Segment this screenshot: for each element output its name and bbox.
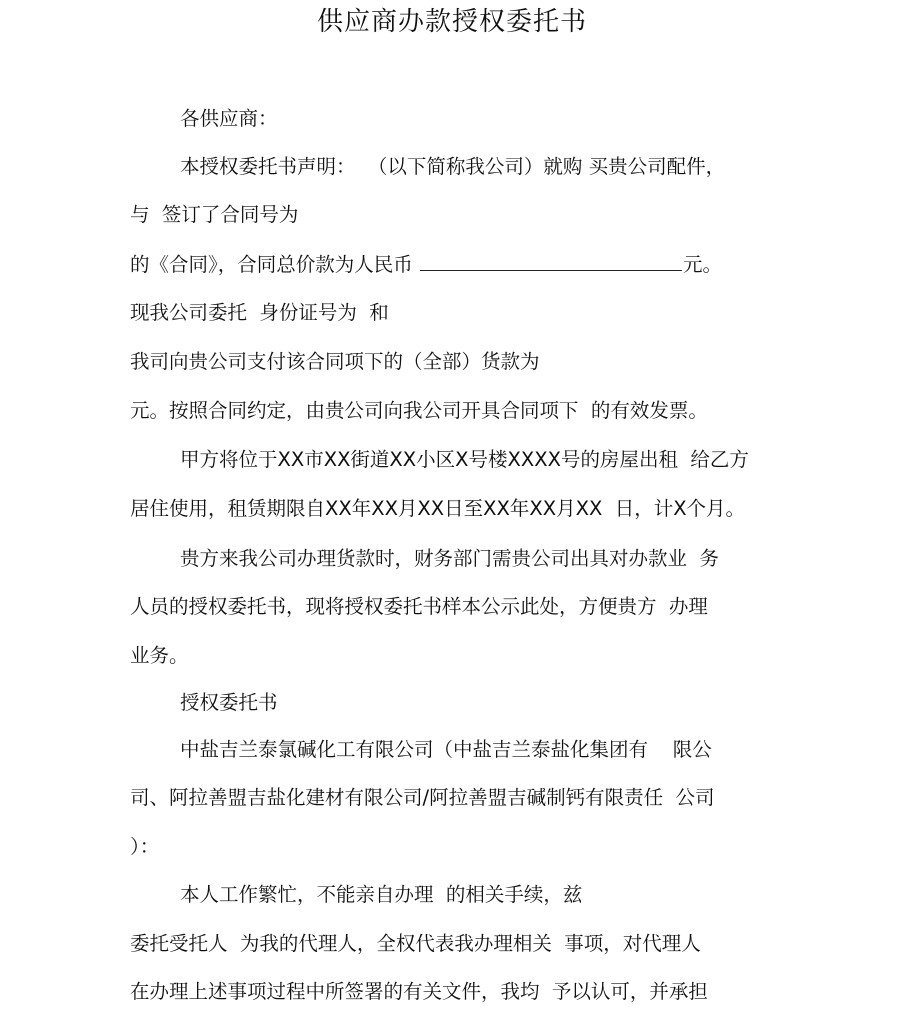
paragraph-1-line-2: 与 签订了合同号为 [130,203,299,226]
amount-blank-underline [420,250,682,271]
document-title: 供应商办款授权委托书 [316,7,587,37]
paragraph-2-line-1: 甲方将位于XX市XX街道XX小区X号楼XXXX号的房屋出租 给乙方 [180,448,749,471]
paragraph-3-line-1: 贵方来我公司办理货款时，财务部门需贵公司出具对办款业 务 [180,547,719,570]
paragraph-4-line-1: 中盐吉兰泰氯碱化工有限公司（中盐吉兰泰盐化集团有 限公 [180,738,712,761]
paragraph-5-line-1: 本人工作繁忙，不能亲自办理 的相关手续，兹 [180,883,583,906]
amount-prefix-text: 的《合同》，合同总价款为人民币 [130,253,419,276]
paragraph-3-line-3: 业务。 [130,644,189,667]
paragraph-1-line-4: 现我公司委托 身份证号为 和 [130,301,389,324]
paragraph-3-line-2: 人员的授权委托书，现将授权委托书样本公示此处，方便贵方 办理 [130,595,708,618]
paragraph-2-line-2: 居住使用，租赁期限自XX年XX月XX日至XX年XX月XX 日，计X个月。 [130,497,746,520]
amount-suffix-text: 元。 [682,253,722,276]
paragraph-4-line-2: 司、阿拉善盟吉盐化建材有限公司/阿拉善盟吉碱制钙有限责任 公司 [130,786,715,809]
section-subheading: 授权委托书 [180,691,278,714]
paragraph-1-line-6: 元。按照合同约定，由贵公司向我公司开具合同项下 的有效发票。 [130,399,708,422]
salutation: 各供应商： [180,107,278,130]
paragraph-1-line-1: 本授权委托书声明： （以下简称我公司）就购 买贵公司配件， [180,155,726,178]
paragraph-5-line-2: 委托受托人 为我的代理人，全权代表我办理相关 事项，对代理人 [130,932,701,955]
paragraph-4-line-3: ）： [130,835,160,858]
paragraph-1-line-3 [130,250,722,280]
paragraph-1-line-5: 我司向贵公司支付该合同项下的（全部）货款为 [130,350,540,373]
paragraph-5-line-3: 在办理上述事项过程中所签署的有关文件，我均 予以认可，并承担 [130,980,708,1003]
